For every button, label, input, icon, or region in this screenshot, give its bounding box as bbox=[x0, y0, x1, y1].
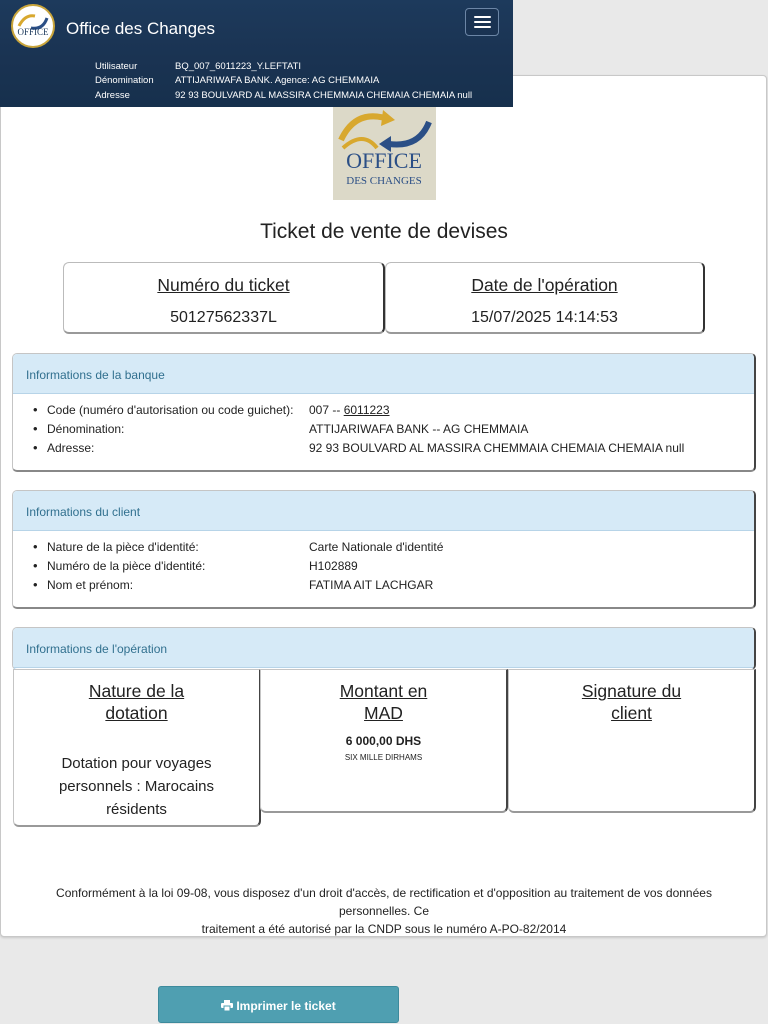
operation-date-value: 15/07/2025 14:14:53 bbox=[471, 309, 618, 326]
client-info-heading: Informations du client bbox=[13, 491, 754, 531]
id-type-label: Nature de la pièce d'identité: bbox=[47, 540, 199, 554]
bank-address-value: 92 93 BOULVARD AL MASSIRA CHEMMAIA CHEMAIA CHEMAIA null bbox=[309, 441, 685, 455]
office-des-changes-logo bbox=[333, 100, 436, 200]
address-label: Adresse bbox=[95, 90, 130, 101]
operation-info-panel bbox=[12, 627, 756, 670]
bank-denomination-value: ATTIJARIWAFA BANK -- AG CHEMMAIA bbox=[309, 422, 529, 436]
bank-denomination-label: Dénomination: bbox=[47, 422, 125, 436]
id-number-value: H102889 bbox=[309, 559, 358, 573]
id-type-value: Carte Nationale d'identité bbox=[309, 540, 444, 554]
operation-date-box bbox=[385, 262, 705, 334]
top-header bbox=[0, 0, 513, 107]
dotation-nature-value: Dotation pour voyages personnels : Marocains résidents bbox=[58, 755, 215, 818]
amount-box bbox=[260, 669, 508, 813]
bank-address-label: Adresse: bbox=[47, 441, 95, 455]
logo-text-small: OFFICE bbox=[17, 27, 49, 37]
signature-box bbox=[508, 669, 756, 813]
user-label: Utilisateur bbox=[95, 61, 138, 72]
printer-icon bbox=[221, 1000, 233, 1011]
denomination-value: ATTIJARIWAFA BANK. Agence: AG CHEMMAIA bbox=[175, 75, 380, 86]
ticket-number-box bbox=[63, 262, 385, 334]
client-name-value: FATIMA AIT LACHGAR bbox=[309, 578, 434, 592]
hamburger-icon bbox=[474, 16, 491, 18]
operation-date-label: Date de l'opération bbox=[471, 275, 618, 295]
id-number-label: Numéro de la pièce d'identité: bbox=[47, 559, 206, 573]
amount-heading: Montant en MAD bbox=[339, 681, 428, 723]
print-ticket-label: Imprimer le ticket bbox=[236, 999, 336, 1013]
app-title: Office des Changes bbox=[66, 19, 215, 38]
dotation-nature-heading: Nature de la dotation bbox=[88, 681, 185, 723]
amount-in-words: SIX MILLE DIRHAMS bbox=[344, 753, 423, 762]
ticket-number-label: Numéro du ticket bbox=[157, 275, 290, 295]
client-info-panel: Informations du client • Nature de la pièce d'identité: Carte Nationale d'identité • Numéro de la pièce d'identité: H102889 • Nom et prénom: FATIMA AIT LACHGAR bbox=[12, 490, 756, 609]
hamburger-menu-button[interactable] bbox=[465, 8, 499, 36]
header-bar bbox=[0, 0, 513, 55]
client-name-label: Nom et prénom: bbox=[47, 578, 134, 592]
privacy-notice: Conformément à la loi 09-08, vous disposez d'un droit d'accès, de rectification et d'opposition au traitement de vos données personnelles. Ce traitement a été autorisé par la CNDP sous le numéro A-PO-82/2014 bbox=[56, 886, 712, 936]
amount-value: 6 000,00 DHS bbox=[345, 734, 422, 748]
bank-info-panel: Informations de la banque • Code (numéro d'autorisation ou code guichet): 007 -- 6011223 • Dénomination: ATTIJARIWAFA BANK -- AG CHEMMAIA • Adresse: 92 93 BOULVARD AL MASSIRA CHEMMAIA CHEMAIA CHEMAIA null bbox=[12, 353, 756, 472]
bank-info-heading: Informations de la banque bbox=[13, 354, 754, 394]
logo-office-text: OFFICE bbox=[346, 148, 422, 173]
page-title: Ticket de vente de devises bbox=[260, 220, 508, 243]
denomination-label: Dénomination bbox=[95, 75, 154, 86]
bank-code-value: 007 -- 6011223 bbox=[309, 403, 390, 417]
office-logo-icon[interactable] bbox=[11, 4, 55, 48]
ticket-number-value: 50127562337L bbox=[170, 309, 277, 326]
bank-code-label: Code (numéro d'autorisation ou code guichet): bbox=[47, 403, 294, 417]
signature-heading: Signature du client bbox=[581, 681, 682, 723]
logo-des-changes-text: DES CHANGES bbox=[346, 175, 422, 187]
print-ticket-button[interactable] bbox=[158, 986, 399, 1023]
operation-info-heading: Informations de l'opération bbox=[13, 628, 754, 668]
address-value: 92 93 BOULVARD AL MASSIRA CHEMMAIA CHEMAIA CHEMAIA null bbox=[175, 90, 473, 101]
dotation-nature-box bbox=[13, 669, 261, 827]
user-value: BQ_007_6011223_Y.LEFTATI bbox=[175, 61, 302, 72]
